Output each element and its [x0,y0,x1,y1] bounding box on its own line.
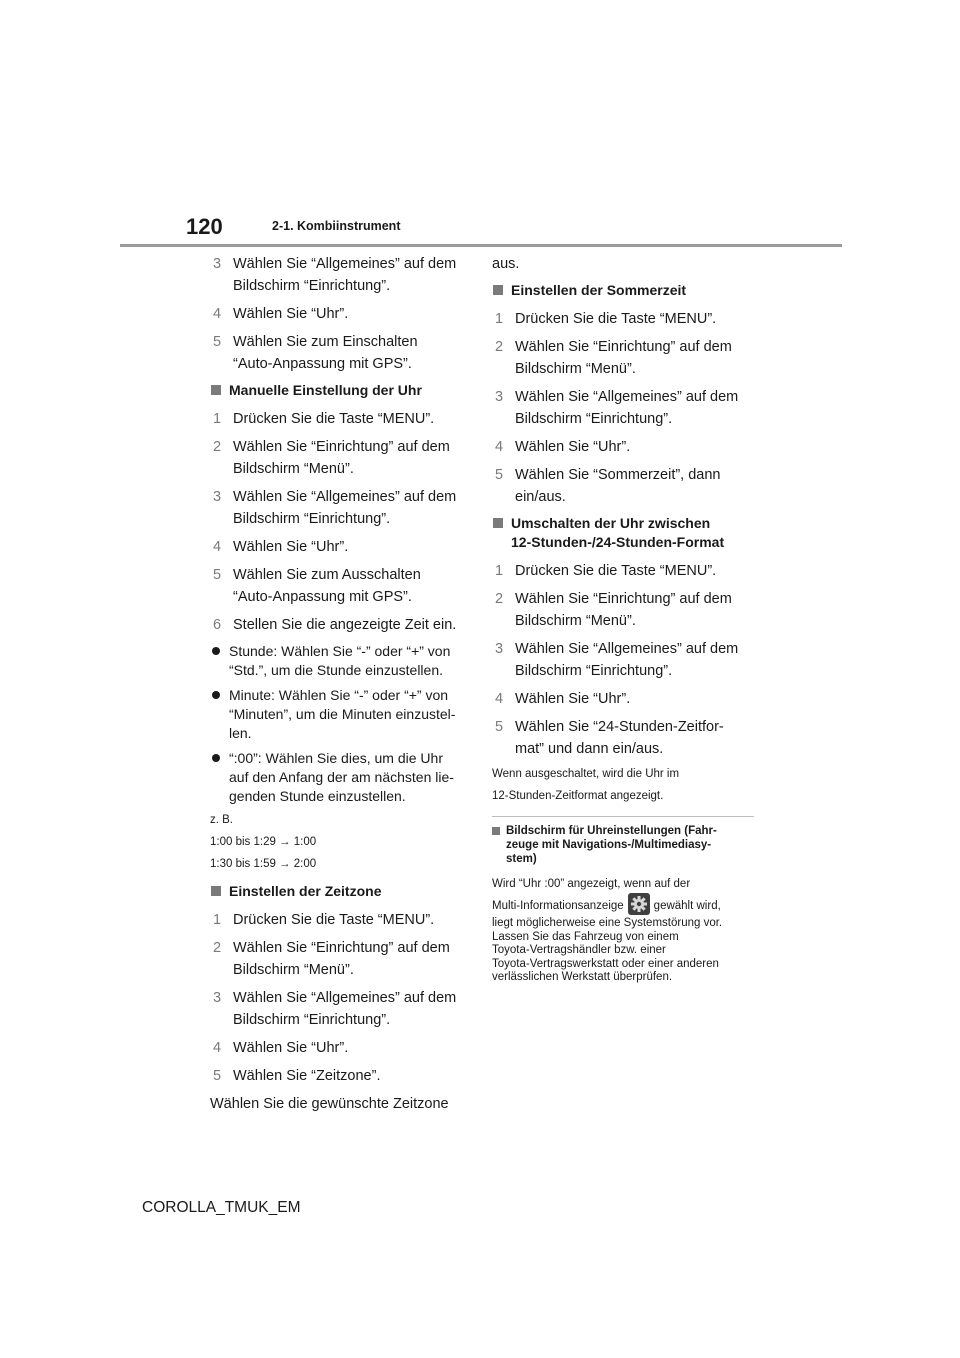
step-item: 1 Drücken Sie die Taste “MENU”. [213,411,435,427]
step-item: 3 Wählen Sie “Allgemeines” auf dem Bildschirm “Einrichtung”. [495,389,739,427]
note-text: Wenn ausgeschaltet, wird die Uhr im [492,768,680,780]
step-item: 2 Wählen Sie “Einrichtung” auf dem Bildschirm “Menü”. [495,591,732,629]
step-item: 2 Wählen Sie “Einrichtung” auf dem Bildschirm “Menü”. [495,339,732,377]
step-item: 4 Wählen Sie “Uhr”. [213,539,349,555]
note-text: 12-Stunden-Zeitformat angezeigt. [492,790,664,802]
bullet-item: Minute: Wählen Sie “-” oder “+” von “Minuten”, um die Minuten einzustel- len. [210,686,472,743]
step-item: 1 Drücken Sie die Taste “MENU”. [495,311,717,327]
step-item: 1 Drücken Sie die Taste “MENU”. [213,912,435,928]
step-item: 2 Wählen Sie “Einrichtung” auf dem Bildschirm “Menü”. [213,940,450,978]
gear-icon [628,893,650,915]
body-text: aus. [492,256,520,272]
right-column [492,253,754,985]
step-item: 5 Wählen Sie “24-Stunden-Zeitfor- mat” und dann ein/aus. [495,719,724,757]
footer-code: COROLLA_TMUK_EM [142,1199,301,1216]
section-heading: Einstellen der Sommerzeit [492,281,754,300]
step-item: 5 Wählen Sie zum Einschalten “Auto-Anpassung mit GPS”. [213,334,418,372]
page-number: 120 [186,214,223,239]
step-item: 3 Wählen Sie “Allgemeines” auf dem Bildschirm “Einrichtung”. [495,641,739,679]
step-item: 5 Wählen Sie zum Ausschalten “Auto-Anpassung mit GPS”. [213,567,421,605]
example-label: z. B. [210,814,234,826]
step-item: 4 Wählen Sie “Uhr”. [213,1040,349,1056]
bullet-item: Stunde: Wählen Sie “-” oder “+” von “Std.”, um die Stunde einzustellen. [210,642,472,680]
section-title: 2-1. Kombiinstrument [272,219,401,233]
body-text: Wählen Sie die gewünschte Zeitzone [210,1096,449,1112]
info-heading: Bildschirm für Uhreinstellungen (Fahr- zeuge mit Navigations-/Multimediasy- stem) [492,824,754,866]
example-line: 1:00 bis 1:29 → 1:00 [210,836,317,848]
section-heading: Manuelle Einstellung der Uhr [210,381,472,400]
step-item: 4 Wählen Sie “Uhr”. [495,691,631,707]
step-item: 5 Wählen Sie “Zeitzone”. [213,1068,381,1084]
step-item: 4 Wählen Sie “Uhr”. [213,306,349,322]
step-item: 4 Wählen Sie “Uhr”. [495,439,631,455]
header-rule [120,244,842,247]
section-heading: Umschalten der Uhr zwischen 12-Stunden-/24-Stunden-Format [492,514,754,552]
step-item: 3 Wählen Sie “Allgemeines” auf dem Bildschirm “Einrichtung”. [213,990,457,1028]
section-heading: Einstellen der Zeitzone [210,882,472,901]
note-divider [492,816,754,817]
step-item: 3 Wählen Sie “Allgemeines” auf dem Bildschirm “Einrichtung”. [213,256,457,294]
step-item: 1 Drücken Sie die Taste “MENU”. [495,563,717,579]
bullet-item: “:00”: Wählen Sie dies, um die Uhr auf den Anfang der am nächsten lie- genden Stunde einzustellen. [210,749,472,806]
info-body: Wird “Uhr :00” angezeigt, wenn auf der Multi-Informationsanzeige gewählt wird, liegt möglicherweise eine Systemstörung vor. Lassen Sie das Fahrzeug von einem Toyota-Vertragshändler bzw. einer Toyota-Vertragswerkstatt oder einer anderen verlässlichen Werkstatt überprüfen. [492,878,723,984]
step-item: 5 Wählen Sie “Sommerzeit”, dann ein/aus. [495,467,721,505]
step-item: 2 Wählen Sie “Einrichtung” auf dem Bildschirm “Menü”. [213,439,450,477]
step-item: 3 Wählen Sie “Allgemeines” auf dem Bildschirm “Einrichtung”. [213,489,457,527]
step-item: 6 Stellen Sie die angezeigte Zeit ein. [213,617,457,633]
left-column [210,253,472,1115]
example-line: 1:30 bis 1:59 → 2:00 [210,858,317,870]
